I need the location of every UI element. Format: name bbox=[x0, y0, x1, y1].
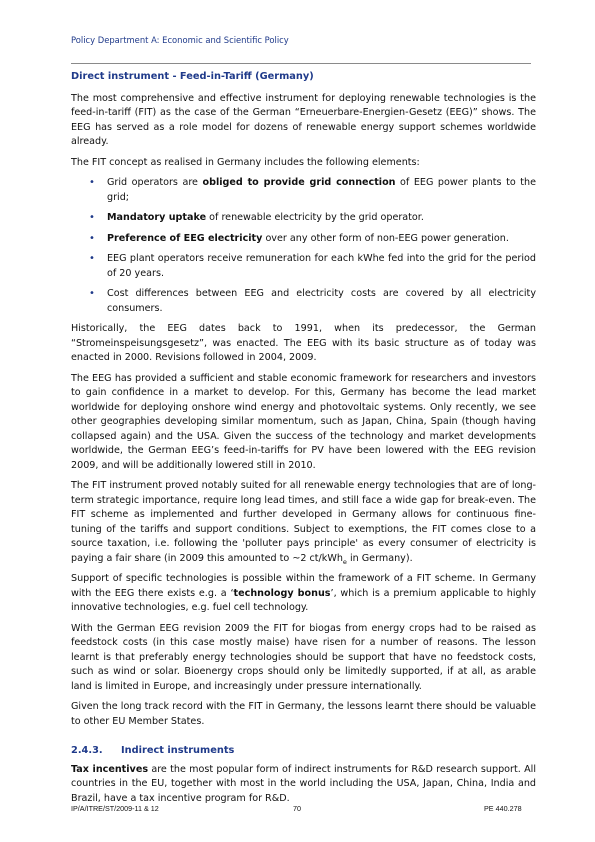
footer-document-id: IP/A/ITRE/ST/2009-11 & 12 bbox=[71, 804, 159, 813]
footer-reference-number: PE 440.278 bbox=[484, 804, 522, 813]
list-item bbox=[71, 252, 536, 281]
list-item-emphasis: Mandatory uptake bbox=[107, 212, 207, 223]
technology-support-paragraph: Support of specific technologies is possible within the framework of a FIT scheme. In Germany with the EEG there exists e.g. a ‘technology bonus’, which is a premium applicable to highly innovative technologies, e.g. fuel cell technology. bbox=[71, 573, 536, 613]
list-item bbox=[71, 211, 536, 226]
tax-incentives-paragraph: Tax incentives are the most popular form of indirect instruments for R&D research support. All countries in the EU, together with most in the world including the USA, Japan, China, India and Brazil, have a tax incentive program for R&D. bbox=[71, 763, 536, 804]
intro-paragraph: The most comprehensive and effective instrument for deploying renewable technologies is the feed-in-tariff (FIT) as the case of the German “Erneuerbare-Energien-Gesetz (EEG)” shows. The EEG has served as a role model for dozens of renewable energy support schemes worldwide already. bbox=[71, 92, 536, 147]
page-header: Policy Department A: Economic and Scientific Policy bbox=[71, 35, 289, 45]
list-item-emphasis: Preference of EEG electricity bbox=[107, 232, 263, 244]
lessons-paragraph: Given the long track record with the FIT in Germany, the lessons learnt there should be valuable to other EU Member States. bbox=[71, 701, 536, 727]
tax-incentives-term: Tax incentives bbox=[71, 763, 149, 775]
technology-bonus-term: technology bonus bbox=[233, 587, 331, 599]
list-item-text: Cost differences between EEG and electricity costs are covered by all electricity consumers. bbox=[107, 288, 536, 314]
footer-page-number: 70 bbox=[293, 804, 301, 813]
fit-elements-list bbox=[71, 176, 536, 316]
unit-subscript: e bbox=[342, 557, 347, 566]
framework-paragraph: The EEG has provided a sufficient and stable economic framework for researchers and investors to gain confidence in a market to develop. For this, Germany has become the lead market worldwide for deploying onshore wind energy and photovoltaic systems. Only recently, we see other geographies developing similar momentum, such as Japan, China, Spain (though having collapsed again) and the USA. Given the success of the technology and market developments worldwide, the German EEG’s feed-in-tariffs for PV have been lowered with the EEG revision 2009, and will be additionally lowered still in 2010. bbox=[71, 372, 536, 471]
list-item-text: EEG plant operators receive remuneration for each kWhe fed into the grid for the period of 20 years. bbox=[107, 253, 536, 279]
subsection-heading bbox=[71, 744, 536, 759]
list-item bbox=[71, 287, 536, 316]
section-title: Direct instrument - Feed-in-Tariff (Germany) bbox=[71, 71, 314, 82]
list-item bbox=[71, 232, 536, 247]
list-intro-paragraph: The FIT concept as realised in Germany includes the following elements: bbox=[71, 156, 420, 168]
subsection-title: Indirect instruments bbox=[121, 745, 235, 756]
subsection-number: 2.4.3. bbox=[71, 745, 103, 756]
bullet-icon: • bbox=[89, 177, 95, 188]
history-paragraph: Historically, the EEG dates back to 1991, when its predecessor, the German “Stromeinspeisungsgesetz”, was enacted. The EEG with its basic structure as of today was enacted in 2000. Revisions followed in 2004, 2009. bbox=[71, 323, 536, 363]
bullet-icon: • bbox=[89, 288, 95, 299]
bullet-icon: • bbox=[89, 232, 95, 244]
list-item-text: Grid operators are bbox=[107, 177, 203, 188]
list-item-text: over any other form of non-EEG power generation. bbox=[262, 232, 509, 244]
main-content bbox=[71, 70, 536, 812]
bullet-icon: • bbox=[89, 253, 95, 264]
list-item-text: of EEG power plants to the grid; bbox=[107, 177, 536, 203]
header-divider bbox=[71, 63, 531, 64]
biogas-paragraph: With the German EEG revision 2009 the FIT for biogas from energy crops had to be raised as feedstock costs (in this case mostly maise) have risen for a number of reasons. The lesson learnt is that preferably energy technologies should be support that have no feedstock costs, such as wind or solar. Bioenergy crops should only be limitedly supported, if at all, as arable land is limited in Europe, and increasingly under pressure internationally. bbox=[71, 622, 536, 692]
suitability-paragraph: The FIT instrument proved notably suited for all renewable energy technologies that are of long-term strategic importance, require long lead times, and still face a wide gap for break-even. The FIT scheme as implemented and further developed in Germany allows for continuous fine-tuning of the tariffs and support conditions. Subject to exemptions, the FIT comes close to a source taxation, i.e. following the 'polluter pays principle' as every consumer of electricity is paying a fair share (in 2009 this amounted to ~2 ct/kWh$_e$ in Germany). bbox=[71, 480, 536, 566]
list-item-emphasis: obliged to provide grid connection bbox=[202, 177, 396, 188]
bullet-icon: • bbox=[89, 212, 95, 223]
list-item-text: of renewable electricity by the grid operator. bbox=[206, 212, 424, 223]
list-item bbox=[71, 176, 536, 205]
